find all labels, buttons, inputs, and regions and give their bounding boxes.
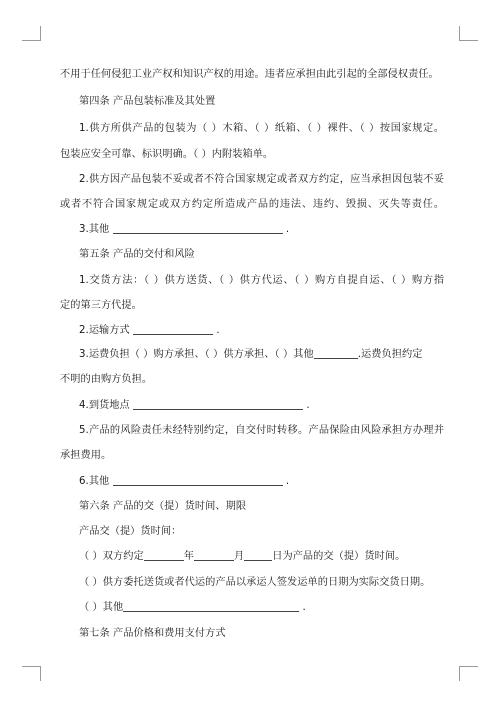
paragraph-line-with-blank (79, 321, 444, 341)
blank-field[interactable] (133, 396, 303, 410)
clause-text: （ ）双方约定 (79, 551, 144, 562)
paragraph-line-with-blank (79, 472, 444, 492)
month-blank[interactable] (194, 547, 234, 561)
clause-text: 3.其他 (79, 224, 110, 235)
blank-field[interactable] (133, 321, 213, 335)
paragraph-line: （ ）供方委托送货或者代运的产品以承运人签发运单的日期为实际交货日期。 (79, 577, 431, 588)
paragraph-line: 承担费用。 (60, 450, 112, 461)
paragraph-line-with-blank (79, 396, 444, 416)
paragraph-line: 定的第三方代提。 (60, 300, 142, 311)
paragraph-line: 包装应安全可靠、标识明确。（ ）内附装箱单。 (60, 149, 274, 160)
paragraph-line: 或者不符合国家规定或双方约定所造成产品的违法、违约、毁损、灭失等责任。 (60, 199, 444, 210)
clause-text: 6.其他 (79, 476, 110, 487)
section-heading-7: 第七条 产品价格和费用支付方式 (79, 628, 226, 639)
blank-field[interactable] (123, 598, 299, 612)
paragraph-line: 5.产品的风险责任未经特别约定，自交付时转移。产品保险由风险承担方办理并 (79, 425, 444, 436)
crop-mark-bottom-right (459, 666, 478, 681)
year-blank[interactable] (144, 547, 184, 561)
crop-mark-bottom-left (22, 666, 41, 681)
paragraph-line-with-blank (79, 547, 444, 567)
paragraph-line: 不用于任何侵犯工业产权和知识产权的用途。违者应承担由此引起的全部侵权责任。 (60, 69, 439, 80)
clause-text: 月 (233, 551, 245, 562)
section-heading-4: 第四条 产品包装标准及其处置 (79, 96, 216, 107)
paragraph-line-with-blank (79, 345, 444, 365)
crop-mark-top-left (22, 26, 41, 41)
paragraph-line: 1.供方所供产品的包装为（ ）木箱、（ ）纸箱、（ ）裸件、（ ）按国家规定。 (79, 123, 444, 134)
section-heading-5: 第五条 产品的交付和风险 (79, 249, 195, 260)
paragraph-line: 2.供方因产品包装不妥或者不符合国家规定或者双方约定，应当承担因包装不妥 (79, 174, 444, 185)
clause-text: 日为产品的交（提）货时间。 (272, 551, 406, 562)
period: . (285, 224, 290, 235)
clause-text: 年 (183, 551, 194, 562)
blank-field[interactable] (314, 345, 358, 359)
clause-text: 4.到货地点 (79, 400, 130, 411)
clause-text: 2.运输方式 (79, 325, 130, 336)
period: . (306, 400, 310, 411)
paragraph-line: 产品交（提）货时间： (79, 526, 182, 537)
paragraph-line-with-blank (79, 598, 444, 618)
clause-text: （ ）其他 (79, 602, 124, 613)
paragraph-line-with-blank (79, 220, 444, 240)
period: . (285, 476, 290, 487)
paragraph-line: 不明的由购方负担。 (60, 374, 153, 385)
period: . (302, 602, 306, 613)
crop-mark-top-right (459, 26, 478, 41)
paragraph-line: 1.交货方法：（ ）供方送货、（ ）供方代运、（ ）购方自提自运、（ ）购方指 (79, 275, 444, 286)
section-heading-6: 第六条 产品的交（提）货时间、期限 (79, 501, 247, 512)
clause-text: .运费负担约定 (357, 349, 423, 360)
clause-text: 3.运费负担（ ）购方承担、（ ）供方承担、（ ）其他 (79, 349, 314, 360)
period: . (216, 325, 220, 336)
blank-field[interactable] (113, 472, 283, 486)
blank-field[interactable] (113, 220, 283, 234)
day-blank[interactable] (244, 547, 272, 561)
